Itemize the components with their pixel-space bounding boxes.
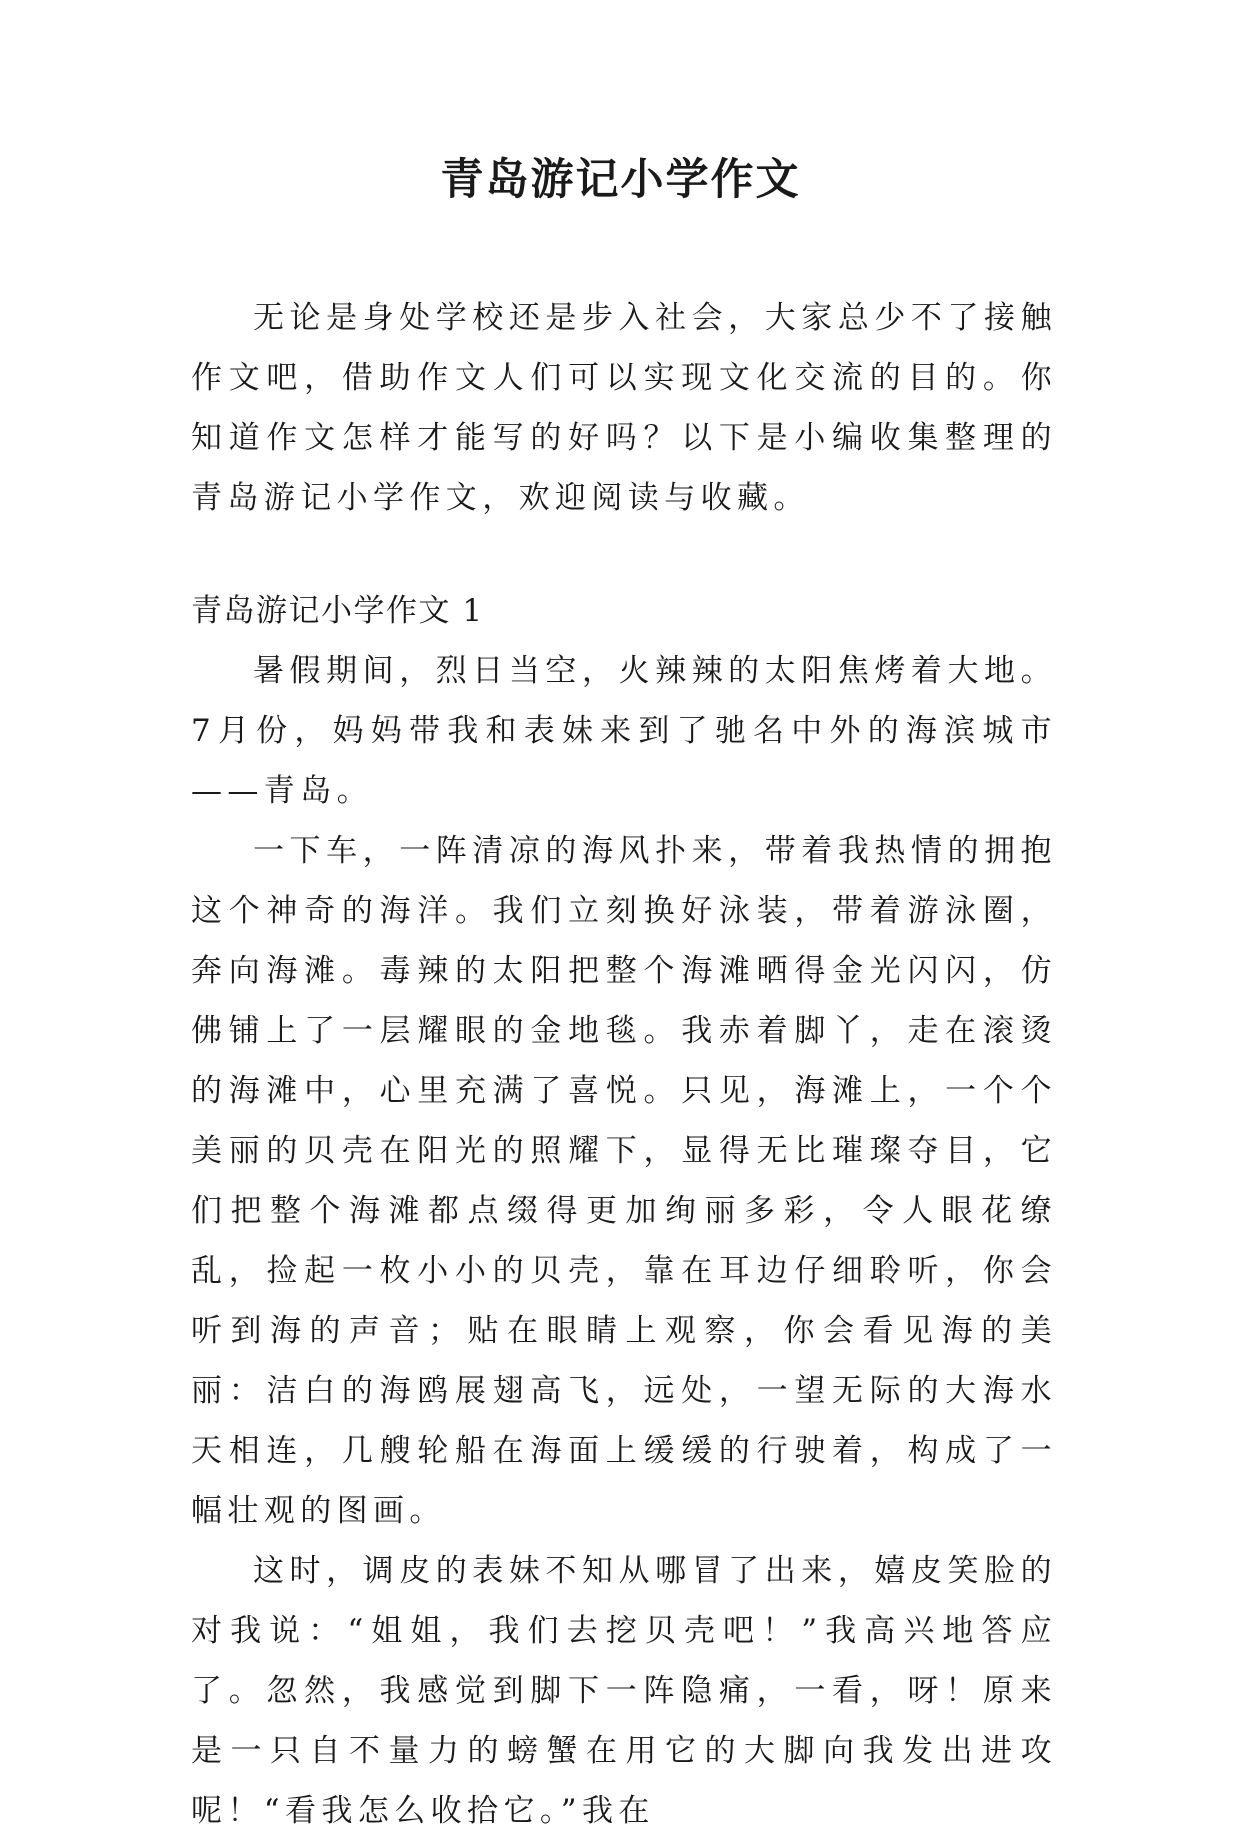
- document-title: 青岛游记小学作文: [440, 155, 801, 205]
- section-heading: 青岛游记小学作文 1: [191, 593, 484, 629]
- body-paragraph: 这时，调皮的表妹不知从哪冒了出来，嬉皮笑脸的对我说：“姐姐，我们去挖贝壳吧！”我高兴地答应了。忽然，我感觉到脚下一阵隐痛，一看，呀！原来是一只自不量力的螃蟹在用它的大脚向我发出进攻呢！“看我怎么收拾它。”我在: [191, 1553, 1057, 1829]
- document-body: [191, 288, 1057, 1841]
- body-paragraph: 暑假期间，烈日当空，火辣辣的太阳焦烤着大地。7月份，妈妈带我和表妹来到了驰名中外的海滨城市——青岛。: [191, 653, 1057, 809]
- body-paragraph: 一下车，一阵清凉的海风扑来，带着我热情的拥抱这个神奇的海洋。我们立刻换好泳装，带着游泳圈，奔向海滩。毒辣的太阳把整个海滩晒得金光闪闪，仿佛铺上了一层耀眼的金地毯。我赤着脚丫，走在滚烫的海滩中，心里充满了喜悦。只见，海滩上，一个个美丽的贝壳在阳光的照耀下，显得无比璀璨夺目，它们把整个海滩都点缀得更加绚丽多彩，令人眼花缭乱，捡起一枚小小的贝壳，靠在耳边仔细聆听，你会听到海的声音；贴在眼睛上观察，你会看见海的美丽：洁白的海鸥展翅高飞，远处，一望无际的大海水天相连，几艘轮船在海面上缓缓的行驶着，构成了一幅壮观的图画。: [191, 833, 1057, 1529]
- intro-paragraph: 无论是身处学校还是步入社会，大家总少不了接触作文吧，借助作文人们可以实现文化交流的目的。你知道作文怎样才能写的好吗？以下是小编收集整理的青岛游记小学作文，欢迎阅读与收藏。: [191, 300, 1057, 516]
